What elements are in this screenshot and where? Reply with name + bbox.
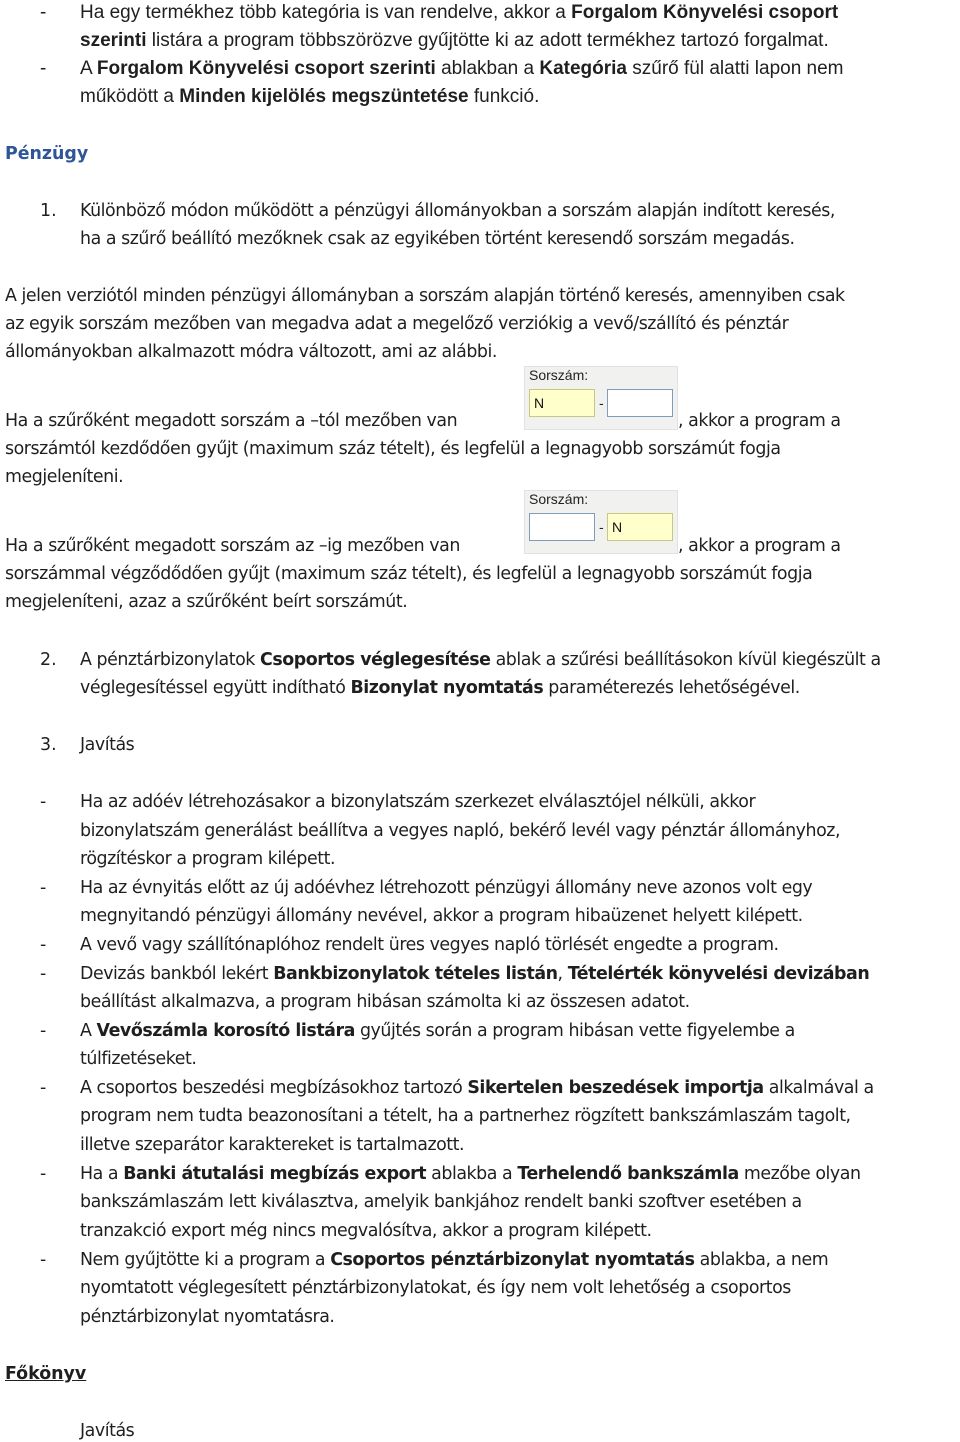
fix-line: A Vevőszámla korosító listára gyűjtés során a program hibásan vette figyelembe a (80, 1021, 795, 1041)
bullet-dash: - (40, 792, 47, 812)
item1-line-2: ha a szűrő beállító mezőknek csak az egyikében történt keresendő sorszám megadás. (80, 229, 795, 249)
fix-line: Devizás bankból lekért Bankbizonylatok tételes listán, Tételérték könyvelési devizában (80, 964, 870, 984)
fix-line: tranzakció export még nincs megvalósítva, akkor a program kilépett. (80, 1221, 652, 1241)
sorszam-from-field[interactable]: N (529, 389, 595, 417)
sorszam-from-field[interactable] (529, 513, 595, 541)
item-number: 3. (40, 735, 57, 755)
intro-line-4: működött a Minden kijelölés megszüntetése funkció. (80, 86, 540, 107)
item1-line-1: Különböző módon működött a pénzügyi állományokban a sorszám alapján indított keresés, (80, 201, 835, 221)
para-ig-line-1-pre: Ha a szűrőként megadott sorszám az –ig mezőben van (5, 536, 460, 556)
para-tol-line-1-post: , akkor a program a (678, 411, 841, 431)
para-verzio-line-2: az egyik sorszám mezőben van megadva adat a megelőző verziókig a vevő/szállító és pénztár (5, 314, 789, 334)
range-dash: - (599, 519, 604, 535)
fix-line: Ha az évnyitás előtt az új adóévhez létrehozott pénzügyi állomány neve azonos volt egy (80, 878, 813, 898)
fix-line: nyomtatott véglegesített pénztárbizonylatokat, és így nem volt lehetőség a csoportos (80, 1278, 791, 1298)
sorszam-to-field[interactable]: N (607, 513, 673, 541)
item2-line-1: A pénztárbizonylatok Csoportos véglegesítése ablak a szűrési beállításokon kívül kiegészült a (80, 650, 881, 670)
fix-line: túlfizetéseket. (80, 1049, 197, 1069)
intro-line-1: Ha egy termékhez több kategória is van rendelve, akkor a Forgalom Könyvelési csoport (80, 2, 839, 23)
sorszam-to-field[interactable] (607, 389, 673, 417)
intro-line-2: szerinti listára a program többszörözve gyűjtötte ki az adott termékhez tartozó forgalmat. (80, 30, 829, 51)
bullet-dash: - (40, 58, 47, 79)
bullet-dash: - (40, 878, 47, 898)
para-tol-line-2: sorszámtól kezdődően gyűjt (maximum száz tételt), és legfelül a legnagyobb sorszámút fogja (5, 439, 781, 459)
fix-line: beállítást alkalmazva, a program hibásan számolta ki az összesen adatot. (80, 992, 690, 1012)
item-number: 1. (40, 201, 57, 221)
para-tol-line-3: megjeleníteni. (5, 467, 124, 487)
range-dash: - (599, 395, 604, 411)
bullet-dash: - (40, 935, 47, 955)
sorszam-filter-widget-ig (524, 490, 678, 554)
sorszam-label: Sorszám: (529, 367, 589, 383)
sorszam-label: Sorszám: (529, 491, 589, 507)
item2-line-2: véglegesítéssel együtt indítható Bizonylat nyomtatás paraméterezés lehetőségével. (80, 678, 800, 698)
fix-line: Ha az adóév létrehozásakor a bizonylatszám szerkezet elválasztójel nélküli, akkor (80, 792, 756, 812)
bullet-dash: - (40, 1078, 47, 1098)
fix-line: illetve szeparátor karaktereket is tartalmazott. (80, 1135, 465, 1155)
bullet-dash: - (40, 1021, 47, 1041)
bullet-dash: - (40, 2, 47, 23)
para-verzio-line-3: állományokban alkalmazott módra változott, ami az alábbi. (5, 342, 497, 362)
bullet-dash: - (40, 1164, 47, 1184)
item3-label: Javítás (80, 735, 135, 755)
fix-line: bankszámlaszám lett kiválasztva, amelyik bankjához rendelt banki szoftver esetében a (80, 1192, 802, 1212)
section-heading-fokonyv: Főkönyv (5, 1364, 87, 1384)
sorszam-filter-widget-tol (524, 366, 678, 430)
bullet-dash: - (40, 1250, 47, 1270)
para-ig-line-1-post: , akkor a program a (678, 536, 841, 556)
fix-line: megnyitandó pénzügyi állomány nevével, akkor a program hibaüzenet helyett kilépett. (80, 906, 803, 926)
fix-line: A csoportos beszedési megbízásokhoz tartozó Sikertelen beszedések importja alkalmával a (80, 1078, 874, 1098)
para-ig-line-2: sorszámmal végződődően gyűjt (maximum száz tételt), és legfelül a legnagyobb sorszámút fogja (5, 564, 813, 584)
section-heading-penzugy: Pénzügy (5, 144, 89, 164)
fix-line: Nem gyűjtötte ki a program a Csoportos pénztárbizonylat nyomtatás ablakba, a nem (80, 1250, 829, 1270)
para-verzio-line-1: A jelen verziótól minden pénzügyi állományban a sorszám alapján történő keresés, amennyiben csak (5, 286, 845, 306)
fix-line: A vevő vagy szállítónaplóhoz rendelt üres vegyes napló törlését engedte a program. (80, 935, 779, 955)
fix-line: program nem tudta beazonosítani a tételt, ha a partnerhez rögzített bankszámlaszám tagolt, (80, 1106, 851, 1126)
fix-line: Ha a Banki átutalási megbízás export ablakba a Terhelendő bankszámla mezőbe olyan (80, 1164, 861, 1184)
para-tol-line-1-pre: Ha a szűrőként megadott sorszám a –tól mezőben van (5, 411, 458, 431)
fokonyv-item: Javítás (80, 1421, 135, 1441)
fix-line: pénztárbizonylat nyomtatásra. (80, 1307, 335, 1327)
bullet-dash: - (40, 964, 47, 984)
para-ig-line-3: megjeleníteni, azaz a szűrőként beírt sorszámút. (5, 592, 408, 612)
fix-line: bizonylatszám generálást beállítva a vegyes napló, bekérő levél vagy pénztár állományhoz, (80, 821, 841, 841)
intro-line-3: A Forgalom Könyvelési csoport szerinti ablakban a Kategória szűrő fül alatti lapon nem (80, 58, 844, 79)
item-number: 2. (40, 650, 57, 670)
fix-line: rögzítéskor a program kilépett. (80, 849, 336, 869)
